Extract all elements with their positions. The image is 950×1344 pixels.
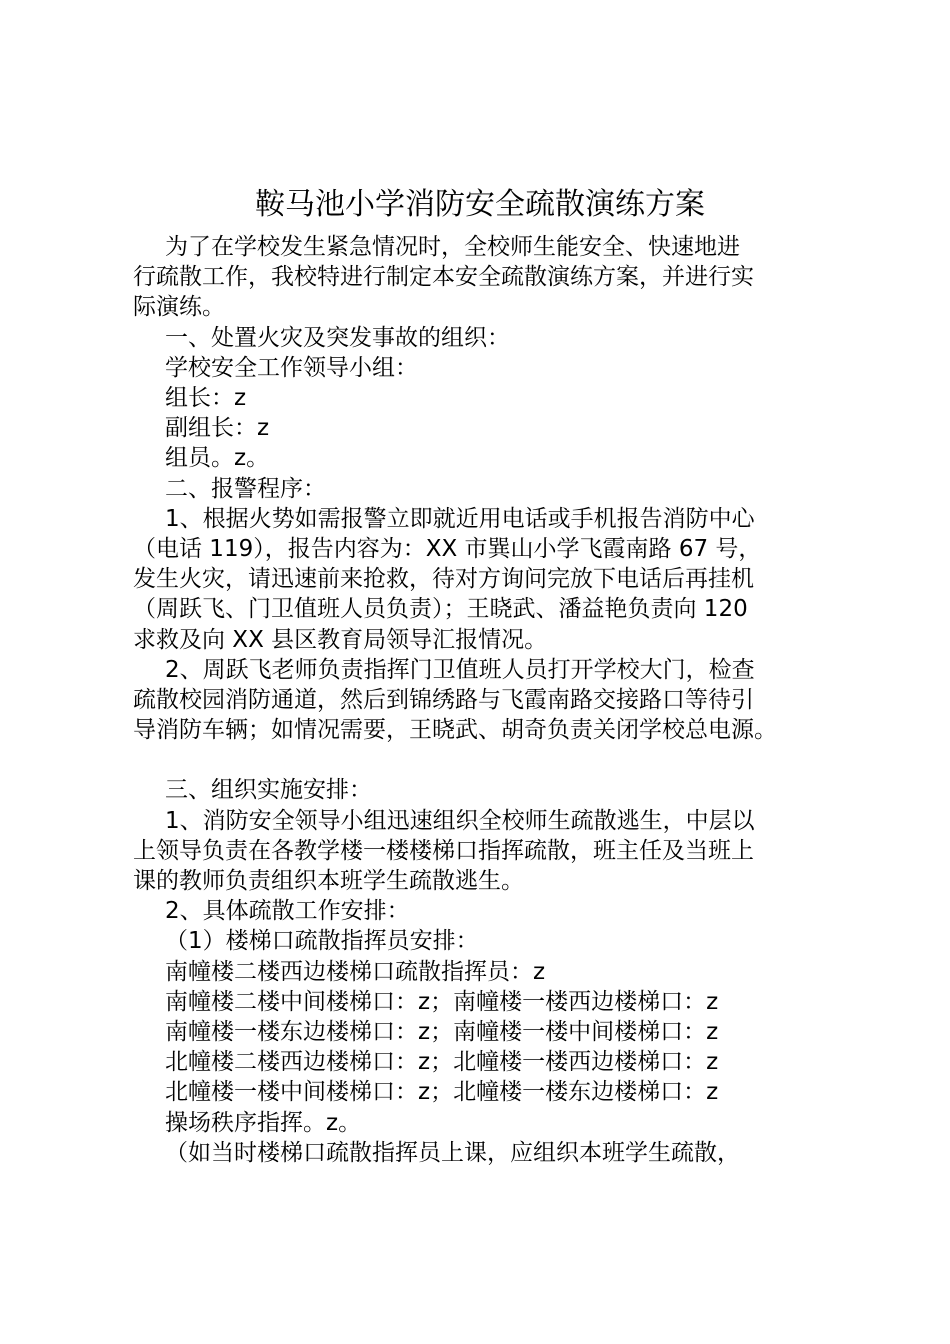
stairway-assignments — [133, 957, 838, 1138]
paragraph-spacer — [133, 745, 838, 775]
alarm-item-1 — [133, 504, 838, 655]
group-leader: 组长：z — [165, 385, 247, 412]
assignment-line: 南幢楼二楼中间楼梯口：z；南幢楼一楼西边楼梯口：z — [165, 988, 719, 1015]
implementation-item-1 — [133, 806, 838, 897]
assignment-line: 北幢楼一楼中间楼梯口：z；北幢楼一楼东边楼梯口：z — [165, 1079, 719, 1106]
alarm-item-line: （电话 119），报告内容为：XX 市巽山小学飞霞南路 67 号， — [133, 536, 762, 563]
implementation-line: 1、消防安全领导小组迅速组织全校师生疏散逃生，中层以 — [165, 807, 755, 834]
implementation-line: 上领导负责在各教学楼一楼楼梯口指挥疏散，班主任及当班上 — [133, 837, 754, 864]
alarm-item-line: 导消防车辆；如情况需要，王晓武、胡奇负责关闭学校总电源。 — [133, 717, 777, 744]
document-title: 鞍马池小学消防安全疏散演练方案 — [255, 187, 705, 222]
assignment-line: 南幢楼一楼东边楼梯口：z；南幢楼一楼中间楼梯口：z — [165, 1019, 719, 1046]
deputy-leader: 副组长：z — [165, 415, 270, 442]
leadership-group-title: 学校安全工作领导小组： — [165, 354, 418, 381]
evacuation-arrangement-heading: 2、具体疏散工作安排： — [165, 898, 410, 925]
alarm-item-line: （周跃飞、门卫值班人员负责）；王晓武、潘益艳负责向 120 — [133, 596, 748, 623]
intro-line: 为了在学校发生紧急情况时，全校师生能安全、快速地进 — [165, 234, 740, 260]
assignment-line: 北幢楼二楼西边楼梯口：z；北幢楼一楼西边楼梯口：z — [165, 1049, 719, 1076]
section3-heading: 三、组织实施安排： — [165, 777, 372, 804]
intro-line: 际演练。 — [133, 294, 225, 321]
stairway-commander-heading: （1）楼梯口疏散指挥员安排： — [165, 928, 479, 955]
document-body — [133, 232, 838, 1168]
alarm-item-line: 求救及向 XX 县区教育局领导汇报情况。 — [133, 626, 548, 653]
alarm-item-line: 发生火灾，请迅速前来抢救，待对方询问完放下电话后再挂机 — [133, 566, 754, 593]
alarm-item-line: 2、周跃飞老师负责指挥门卫值班人员打开学校大门，检查 — [165, 656, 755, 683]
section1-heading: 一、处置火灾及突发事故的组织： — [165, 324, 510, 351]
section2-heading: 二、报警程序： — [165, 475, 326, 502]
assignment-line: 南幢楼二楼西边楼梯口疏散指挥员：z — [165, 958, 546, 985]
intro-line: 行疏散工作，我校特进行制定本安全疏散演练方案，并进行实 — [133, 264, 754, 291]
alarm-item-2 — [133, 655, 838, 746]
alarm-item-line: 1、根据火势如需报警立即就近用电话或手机报告消防中心 — [165, 505, 755, 532]
group-members: 组员。z。 — [165, 445, 270, 472]
implementation-line: 课的教师负责组织本班学生疏散逃生。 — [133, 868, 524, 895]
intro-paragraph — [133, 232, 838, 323]
assignment-line: 操场秩序指挥。z。 — [165, 1109, 362, 1136]
evacuation-note: （如当时楼梯口疏散指挥员上课，应组织本班学生疏散， — [165, 1139, 740, 1166]
alarm-item-line: 疏散校园消防通道，然后到锦绣路与飞霞南路交接路口等待引 — [133, 687, 754, 714]
